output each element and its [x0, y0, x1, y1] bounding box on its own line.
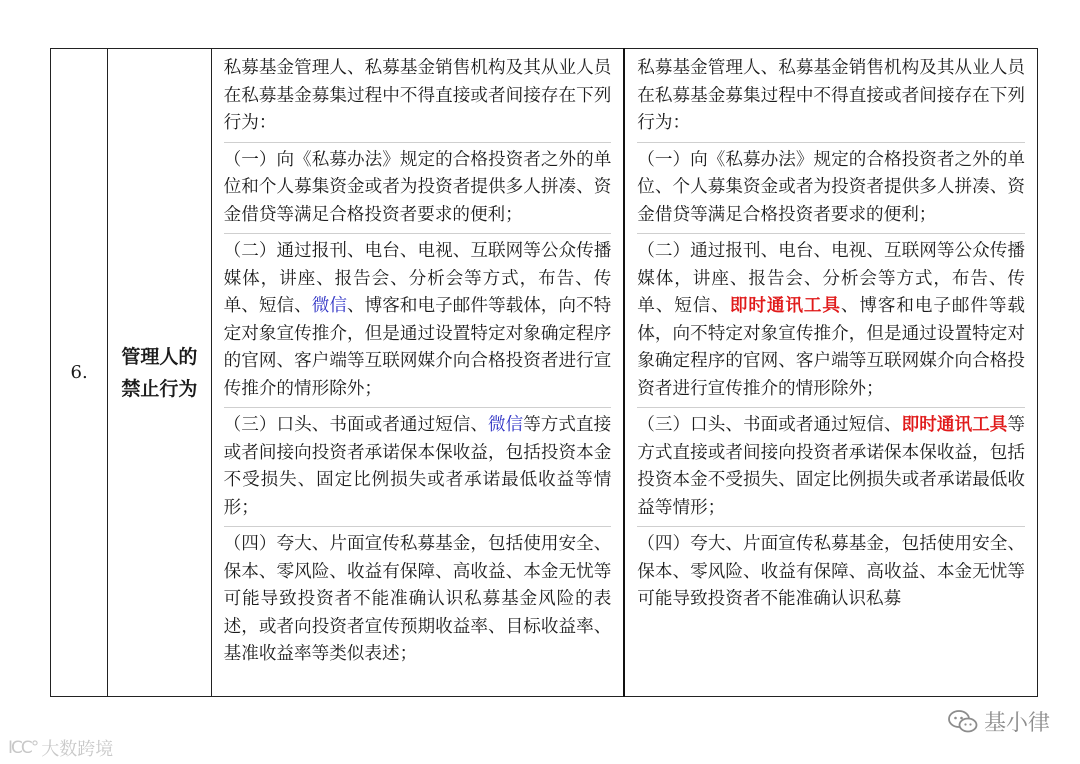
watermark-bottom-left — [8, 735, 113, 761]
highlight-old-term: 微信 — [311, 296, 347, 316]
new-text-column — [624, 49, 1037, 697]
old-paragraph — [224, 531, 612, 673]
old-paragraph — [224, 412, 612, 527]
row-number: 6. — [51, 49, 108, 697]
old-text-column — [211, 49, 624, 697]
old-text-content — [212, 49, 624, 694]
watermark-left-text: 大数跨境 — [41, 739, 114, 760]
new-paragraph — [637, 531, 1025, 618]
row-title: 管理人的禁止行为 — [121, 345, 198, 400]
paragraph-text: （四）夸大、片面宣传私募基金，包括使用安全、保本、零风险、收益有保障、高收益、本金无忧等可能导致投资者不能准确认识私募 — [637, 534, 1025, 609]
old-paragraph — [224, 55, 612, 143]
comparison-table — [50, 48, 1038, 697]
highlight-new-term: 即时通讯工具 — [729, 296, 841, 316]
paragraph-text: （四）夸大、片面宣传私募基金，包括使用安全、保本、零风险、收益有保障、高收益、本金无忧等可能导致投资者不能准确认识私募基金风险的表述，或者向投资者宣传预期收益率、目标收益率、基准收益率等类似表述； — [223, 534, 612, 664]
watermark-bottom-right — [948, 706, 1050, 737]
paragraph-text: 、博客和电子邮件等载体，向不特定对象宣传推介，但是通过设置特定对象确定程序的官网、客户端等互联网媒介向合格投资者进行宣传推介的情形除外； — [637, 296, 1025, 399]
paragraph-text: （一）向《私募办法》规定的合格投资者之外的单位和个人募集资金或者为投资者提供多人拼凑、资金借贷等满足合格投资者要求的便利； — [223, 149, 612, 225]
watermark-right-text: 基小律 — [983, 711, 1050, 736]
row-title-cell — [108, 49, 211, 697]
old-paragraph — [224, 147, 612, 235]
table-row — [51, 49, 1038, 697]
wechat-icon — [948, 709, 978, 735]
paragraph-text: （二）通过报刊、电台、电视、互联网等公众传播媒体，讲座、报告会、分析会等方式，布告、传单、短信、 — [223, 241, 612, 316]
paragraph-text: 私募基金管理人、私募基金销售机构及其从业人员在私募基金募集过程中不得直接或者间接存在下列行为： — [223, 58, 612, 133]
icc-logo-icon: ICC° — [8, 738, 38, 758]
paragraph-text: 等方式直接或者间接向投资者承诺保本保收益，包括投资本金不受损失、固定比例损失或者承诺最低收益等情形； — [223, 415, 612, 518]
new-text-content — [625, 49, 1037, 694]
new-paragraph — [637, 238, 1025, 408]
highlight-old-term: 微信 — [487, 415, 524, 435]
new-paragraph — [637, 55, 1025, 143]
paragraph-text: （三）口头、书面或者通过短信、 — [223, 415, 488, 435]
paragraph-text: 私募基金管理人、私募基金销售机构及其从业人员在私募基金募集过程中不得直接或者间接存在下列行为： — [637, 58, 1025, 133]
new-paragraph — [637, 412, 1025, 527]
highlight-new-term: 即时通讯工具 — [901, 415, 1008, 435]
paragraph-text: （一）向《私募办法》规定的合格投资者之外的单位、个人募集资金或者为投资者提供多人拼凑、资金借贷等满足合格投资者要求的便利； — [637, 149, 1025, 225]
paragraph-text: 、博客和电子邮件等载体，向不特定对象宣传推介，但是通过设置特定对象确定程序的官网、客户端等互联网媒介向合格投资者进行宣传推介的情形除外； — [223, 296, 612, 399]
paragraph-text: （二）通过报刊、电台、电视、互联网等公众传播媒体，讲座、报告会、分析会等方式，布告、传单、短信、 — [637, 241, 1025, 316]
old-paragraph — [224, 238, 612, 408]
new-paragraph — [637, 147, 1025, 235]
paragraph-text: 等方式直接或者间接向投资者承诺保本保收益，包括投资本金不受损失、固定比例损失或者承诺最低收益等情形； — [637, 415, 1025, 518]
paragraph-text: （三）口头、书面或者通过短信、 — [637, 415, 902, 435]
